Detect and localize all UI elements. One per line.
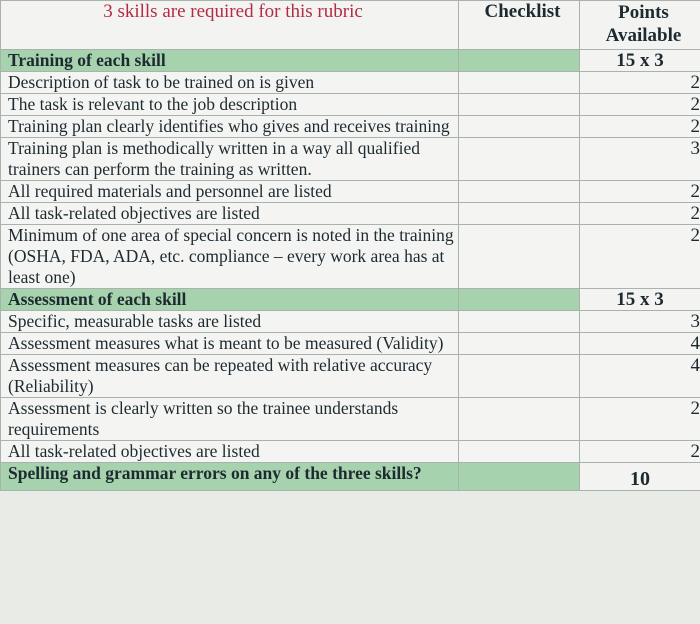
checklist-cell[interactable] <box>459 355 580 398</box>
criterion-text: Minimum of one area of special concern is noted in the training (OSHA, FDA, ADA, etc. compliance – every work area has at least one) <box>1 225 459 289</box>
criterion-text: Description of task to be trained on is given <box>1 72 459 94</box>
table-row <box>1 138 700 181</box>
section-row-assessment <box>1 289 700 311</box>
criterion-points: 3 <box>580 138 700 181</box>
spelling-grammar-row <box>1 463 700 491</box>
criterion-text: The task is relevant to the job description <box>1 94 459 116</box>
criterion-points: 2 <box>580 72 700 94</box>
criterion-points: 2 <box>580 203 700 225</box>
table-row <box>1 203 700 225</box>
checklist-cell[interactable] <box>459 203 580 225</box>
checklist-cell[interactable] <box>459 289 580 311</box>
criterion-text: All task-related objectives are listed <box>1 441 459 463</box>
criterion-points: 4 <box>580 355 700 398</box>
checklist-cell[interactable] <box>459 94 580 116</box>
criterion-text: Assessment measures what is meant to be measured (Validity) <box>1 333 459 355</box>
checklist-cell[interactable] <box>459 311 580 333</box>
checklist-cell[interactable] <box>459 225 580 289</box>
section-points: 15 x 3 <box>580 289 700 311</box>
criterion-points: 2 <box>580 116 700 138</box>
checklist-column-header: Checklist <box>459 1 580 50</box>
table-row <box>1 181 700 203</box>
table-row <box>1 72 700 94</box>
criterion-text: Training plan is methodically written in a way all qualified trainers can perform the training as written. <box>1 138 459 181</box>
table-row <box>1 94 700 116</box>
criterion-points: 2 <box>580 441 700 463</box>
section-title: Assessment of each skill <box>1 289 459 311</box>
checklist-cell[interactable] <box>459 463 580 491</box>
checklist-cell[interactable] <box>459 116 580 138</box>
rubric-requirement-heading: 3 skills are required for this rubric <box>1 1 459 50</box>
criterion-points: 3 <box>580 311 700 333</box>
criterion-text: Specific, measurable tasks are listed <box>1 311 459 333</box>
table-row <box>1 441 700 463</box>
table-row <box>1 398 700 441</box>
criterion-text: All required materials and personnel are listed <box>1 181 459 203</box>
criterion-text: Training plan clearly identifies who gives and receives training <box>1 116 459 138</box>
checklist-cell[interactable] <box>459 50 580 72</box>
checklist-cell[interactable] <box>459 72 580 94</box>
checklist-cell[interactable] <box>459 333 580 355</box>
criterion-points: 2 <box>580 181 700 203</box>
section-title: Training of each skill <box>1 50 459 72</box>
checklist-cell[interactable] <box>459 138 580 181</box>
checklist-cell[interactable] <box>459 181 580 203</box>
checklist-cell[interactable] <box>459 441 580 463</box>
section-row-training <box>1 50 700 72</box>
section-points: 15 x 3 <box>580 50 700 72</box>
points-available-column-header: Points Available <box>580 1 700 50</box>
table-row <box>1 333 700 355</box>
footer-text: Spelling and grammar errors on any of the three skills? <box>1 463 459 491</box>
criterion-text: Assessment is clearly written so the trainee understands requirements <box>1 398 459 441</box>
criterion-points: 2 <box>580 398 700 441</box>
checklist-cell[interactable] <box>459 398 580 441</box>
table-row <box>1 311 700 333</box>
table-row <box>1 225 700 289</box>
criterion-text: Assessment measures can be repeated with relative accuracy (Reliability) <box>1 355 459 398</box>
criterion-points: 4 <box>580 333 700 355</box>
criterion-text: All task-related objectives are listed <box>1 203 459 225</box>
table-row <box>1 355 700 398</box>
table-row <box>1 116 700 138</box>
criterion-points: 2 <box>580 94 700 116</box>
criterion-points: 2 <box>580 225 700 289</box>
footer-points: 10 <box>580 463 700 491</box>
